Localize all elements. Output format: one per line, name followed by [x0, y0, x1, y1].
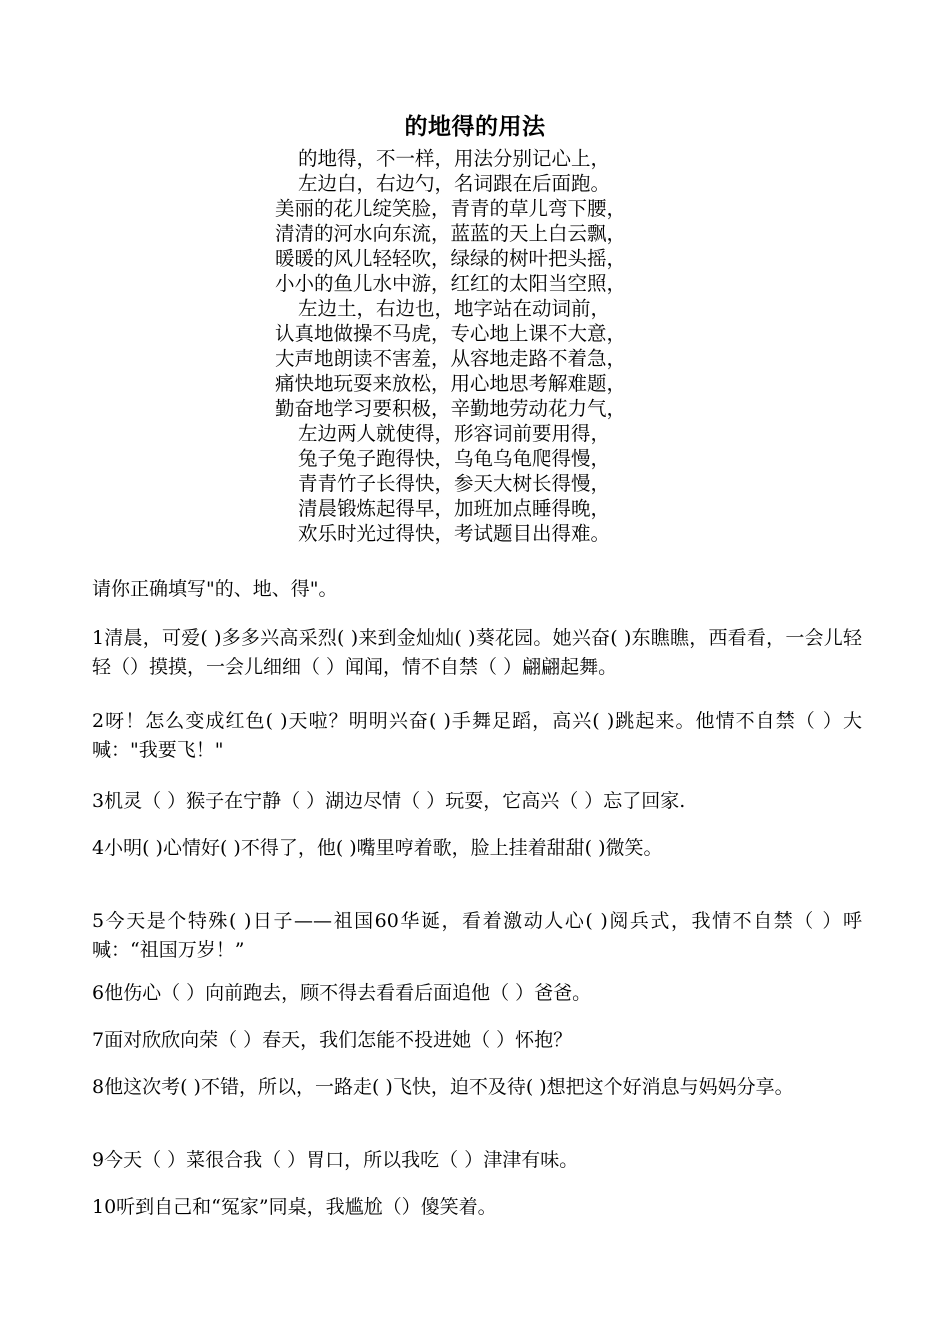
- question-9: 9今天（ ）菜很合我（ ）胃口，所以我吃（ ）津津有味。: [92, 1149, 579, 1171]
- page-title: 的地得的用法: [404, 113, 546, 140]
- poem-line: 左边两人就使得，形容词前要用得，: [298, 422, 611, 445]
- poem-line: 认真地做操不马虎，专心地上课不大意，: [275, 322, 627, 345]
- poem-line: 痛快地玩耍来放松，用心地思考解难题，: [275, 372, 627, 395]
- poem-line: 大声地朗读不害羞，从容地走路不着急，: [275, 347, 627, 370]
- question-5: 5今天是个特殊( )日子——祖国60华诞，看着激动人心( )阅兵式，我情不自禁（ ）呼喊：“祖国万岁！”: [92, 910, 862, 961]
- poem-line: 清晨锻炼起得早，加班加点睡得晚，: [298, 497, 611, 520]
- poem-line: 欢乐时光过得快，考试题目出得难。: [298, 522, 611, 545]
- question-8: 8他这次考( )不错，所以，一路走( )飞快，迫不及待( )想把这个好消息与妈妈分享。: [92, 1076, 794, 1098]
- question-3: 3机灵（ ）猴子在宁静（ ）湖边尽情（ ）玩耍，它高兴（ ）忘了回家.: [92, 790, 686, 812]
- poem-line: 勤奋地学习要积极，辛勤地劳动花力气，: [275, 397, 627, 420]
- poem-line: 左边土，右边也，地字站在动词前，: [298, 297, 611, 320]
- question-4: 4小明( )心情好( )不得了，他( )嘴里哼着歌，脸上挂着甜甜( )微笑。: [92, 837, 663, 859]
- question-6: 6他伤心（ ）向前跑去，顾不得去看看后面追他（ ）爸爸。: [92, 982, 592, 1004]
- poem-line: 小小的鱼儿水中游，红红的太阳当空照，: [275, 272, 627, 295]
- poem-line: 左边白，右边勺，名词跟在后面跑。: [298, 172, 611, 195]
- poem-line: 美丽的花儿绽笑脸，青青的草儿弯下腰，: [275, 197, 627, 220]
- exercise-instruction: 请你正确填写"的、地、得"。: [92, 578, 338, 600]
- question-7: 7面对欣欣向荣（ ）春天，我们怎能不投进她（ ）怀抱？: [92, 1029, 573, 1051]
- question-2: 2呀！怎么变成红色( )天啦？明明兴奋( )手舞足蹈，高兴( )跳起来。他情不自禁（ ）大喊："我要飞！": [92, 710, 862, 761]
- poem-line: 的地得，不一样，用法分别记心上，: [298, 147, 611, 170]
- poem-line: 暖暖的风儿轻轻吹，绿绿的树叶把头摇，: [275, 247, 627, 270]
- poem-line: 清清的河水向东流，蓝蓝的天上白云飘，: [275, 222, 627, 245]
- question-10: 10听到自己和“冤家”同桌，我尴尬（）傻笑着。: [92, 1196, 497, 1218]
- poem-line: 兔子兔子跑得快，乌龟乌龟爬得慢，: [298, 447, 611, 470]
- question-1: 1清晨，可爱( )多多兴高采烈( )来到金灿灿( )葵花园。她兴奋( )东瞧瞧，西看看，一会儿轻轻（）摸摸，一会儿细细（ ）闻闻，情不自禁（ ）翩翩起舞。: [92, 627, 862, 678]
- poem-line: 青青竹子长得快，参天大树长得慢，: [298, 472, 611, 495]
